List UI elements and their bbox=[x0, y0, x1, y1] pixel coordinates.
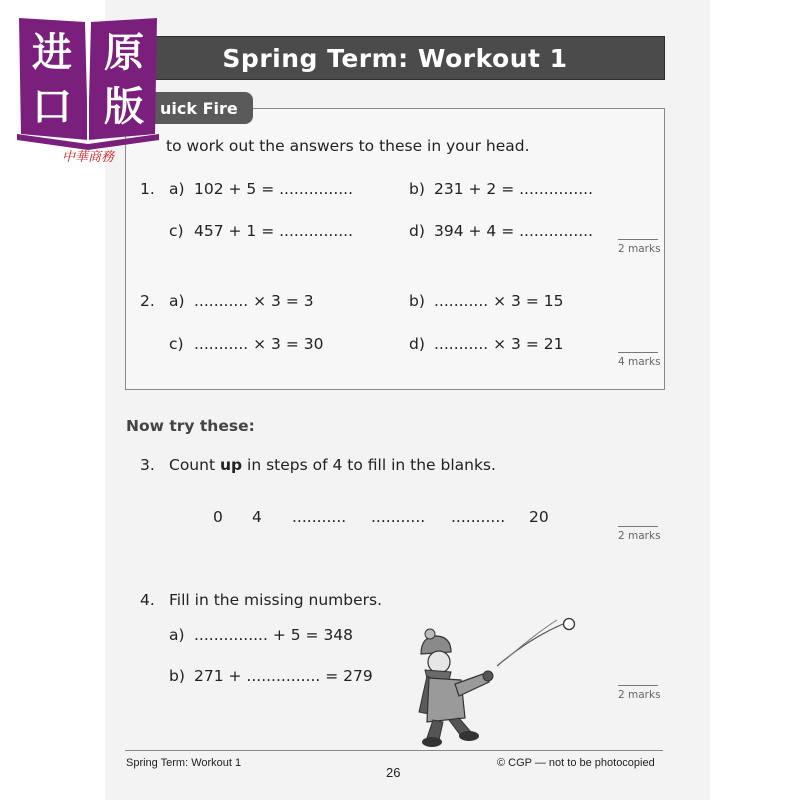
q4b-text: 271 + ............... = 279 bbox=[194, 667, 373, 685]
q1-marks-line bbox=[618, 239, 658, 240]
q2d-text: ........... × 3 = 21 bbox=[434, 335, 564, 353]
q3-marks-line bbox=[618, 526, 658, 527]
q2d-label: d) bbox=[409, 335, 425, 353]
q2c-label: c) bbox=[169, 335, 184, 353]
footer-rule bbox=[125, 750, 663, 751]
snowball-icon bbox=[564, 619, 575, 630]
q4a-label: a) bbox=[169, 626, 185, 644]
q2-number: 2. bbox=[140, 292, 155, 310]
q2b-text: ........... × 3 = 15 bbox=[434, 292, 564, 310]
footer-left: Spring Term: Workout 1 bbox=[126, 757, 242, 769]
q4-text: Fill in the missing numbers. bbox=[169, 591, 383, 609]
q2a-label: a) bbox=[169, 292, 185, 310]
q1-number: 1. bbox=[140, 180, 155, 198]
q1b-text: 231 + 2 = ............... bbox=[434, 180, 594, 198]
q1a-label: a) bbox=[169, 180, 185, 198]
q3-seq-2: ........... bbox=[292, 508, 347, 526]
q1c-label: c) bbox=[169, 222, 184, 240]
q3-text-post: in steps of 4 to fill in the blanks. bbox=[242, 456, 496, 474]
q4a-text: ............... + 5 = 348 bbox=[194, 626, 354, 644]
now-try-heading: Now try these: bbox=[126, 417, 255, 435]
logo-char-2: 原 bbox=[104, 30, 144, 76]
q3-seq-1: 4 bbox=[252, 508, 262, 526]
q3-seq-0: 0 bbox=[213, 508, 223, 526]
q1-marks: 2 marks bbox=[618, 243, 661, 255]
q4-number: 4. bbox=[140, 591, 155, 609]
q2a-text: ........... × 3 = 3 bbox=[194, 292, 314, 310]
footer-copyright: © CGP — not to be photocopied bbox=[497, 757, 655, 769]
q2b-label: b) bbox=[409, 292, 425, 310]
snowball-thrower-illustration bbox=[405, 610, 585, 750]
q3-seq-5: 20 bbox=[529, 508, 549, 526]
page-number: 26 bbox=[386, 765, 401, 780]
q3-seq-4: ........... bbox=[451, 508, 506, 526]
q1d-label: d) bbox=[409, 222, 425, 240]
q1c-text: 457 + 1 = ............... bbox=[194, 222, 354, 240]
logo-watermark bbox=[15, 12, 161, 162]
q4b-label: b) bbox=[169, 667, 185, 685]
q3-number: 3. bbox=[140, 456, 155, 474]
q3-seq-3: ........... bbox=[371, 508, 426, 526]
q1a-text: 102 + 5 = ............... bbox=[194, 180, 354, 198]
quick-fire-instruction: to work out the answers to these in your head. bbox=[166, 137, 530, 155]
q3-text bbox=[169, 456, 496, 474]
logo-char-1: 进 bbox=[32, 30, 72, 76]
quick-fire-tab: uick Fire bbox=[125, 92, 253, 124]
q4-marks-line bbox=[618, 685, 658, 686]
q3-marks: 2 marks bbox=[618, 530, 661, 542]
q1d-text: 394 + 4 = ............... bbox=[434, 222, 594, 240]
logo-subtitle: 中華商務 bbox=[61, 150, 115, 162]
q3-text-bold: up bbox=[219, 456, 243, 474]
page-title: Spring Term: Workout 1 bbox=[125, 36, 665, 80]
q2-marks-line bbox=[618, 352, 658, 353]
q3-text-pre: Count bbox=[169, 456, 220, 474]
q4-marks: 2 marks bbox=[618, 689, 661, 701]
q2c-text: ........... × 3 = 30 bbox=[194, 335, 324, 353]
logo-char-3: 口 bbox=[32, 84, 72, 130]
q2-marks: 4 marks bbox=[618, 356, 661, 368]
logo-char-4: 版 bbox=[104, 84, 144, 130]
q1b-label: b) bbox=[409, 180, 425, 198]
